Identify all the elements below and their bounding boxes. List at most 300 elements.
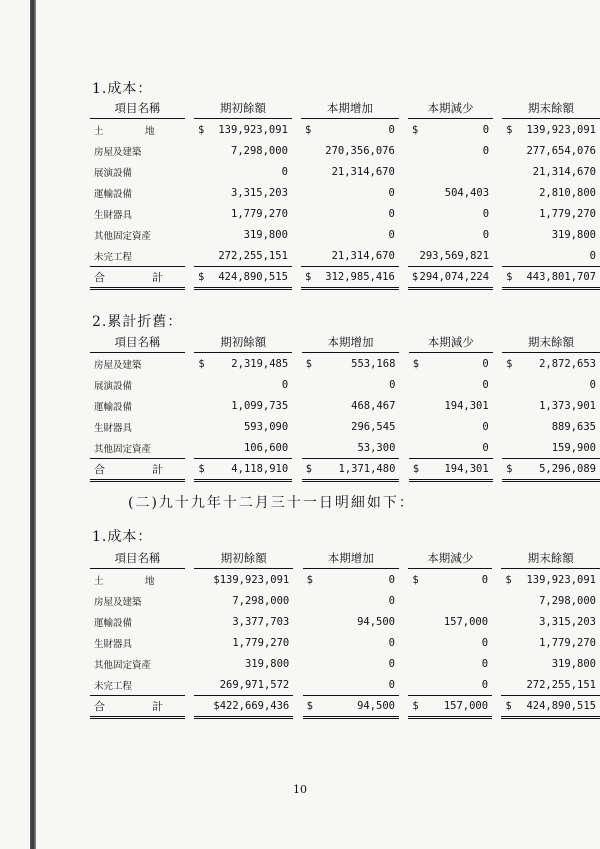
column-gap [292,353,301,375]
column-header: 項目名稱 [90,100,185,119]
total-row [90,459,600,481]
column-header: 期末餘額 [502,334,600,353]
amount-value: 0 [481,657,489,670]
depreciation-table [90,334,600,482]
amount-value: 272,255,151 [218,249,288,262]
amount-value: 293,569,821 [419,249,490,262]
column-gap [293,550,302,569]
amount-cell [408,224,493,245]
column-gap [399,653,408,674]
header-row [90,550,600,569]
item-name: 房屋及建築 [94,596,142,608]
column-gap [185,611,194,632]
amount-cell [409,353,493,375]
item-name: 房屋及建築 [94,146,142,158]
amount-cell [408,653,492,674]
amount-value: 1,779,270 [231,207,288,220]
table-row [90,611,600,632]
table-row [90,416,600,437]
amount-value: 468,467 [351,399,396,412]
amount-value: 312,985,416 [325,271,395,283]
amount-cell [501,653,600,674]
amount-cell [502,437,600,459]
amount-cell [408,674,492,696]
amount-cell [408,140,493,161]
currency-symbol: $ [198,123,205,136]
column-gap [399,569,408,591]
amount-value: 443,801,707 [526,271,596,283]
amount-value: 0 [589,249,596,262]
item-name: 生財器具 [94,209,133,221]
table-row [90,353,600,375]
currency-symbol: $ [198,463,205,475]
column-gap [185,632,194,653]
total-row [90,696,600,718]
table-row [90,182,600,203]
column-gap [185,696,194,718]
table-row [90,140,600,161]
amount-cell [501,590,600,611]
amount-value: 553,168 [351,357,396,370]
currency-symbol: $ [412,573,419,586]
amount-value: 1,779,270 [232,636,290,649]
amount-cell [502,182,600,203]
amount-value: 272,255,151 [526,678,596,691]
amount-value: 1,779,270 [539,636,596,649]
column-gap [185,416,194,437]
column-gap [492,590,501,611]
amount-value: 3,315,203 [539,615,596,628]
amount-cell [301,203,399,224]
section-title-cost-2: 1.成本： [92,529,153,545]
column-gap [399,203,408,224]
column-gap [185,161,194,182]
currency-symbol: $ [306,573,313,586]
item-name: 運輸設備 [94,401,133,413]
amount-value: 2,872,653 [539,357,596,370]
currency-symbol: $ [506,123,513,136]
column-gap [492,550,501,569]
amount-cell [303,611,399,632]
amount-cell [502,224,600,245]
column-gap [292,395,301,416]
date-heading: (二)九十九年十二月三十一日明細如下： [128,495,415,511]
currency-symbol: $ [506,271,513,283]
amount-value: 7,298,000 [231,144,288,157]
amount-value: 0 [482,378,489,391]
amount-cell [194,416,292,437]
item-name: 未完工程 [94,251,133,263]
amount-value: 319,800 [244,657,290,670]
amount-cell [408,267,493,289]
column-gap [292,224,301,245]
column-gap [493,334,502,353]
amount-cell [301,182,399,203]
amount-value: 0 [482,441,489,454]
amount-value: 2,319,485 [231,357,289,370]
column-gap [185,459,194,481]
amount-value: 139,923,091 [526,573,596,586]
page-number: 10 [293,783,307,796]
amount-value: 0 [482,228,490,241]
amount-cell [303,632,399,653]
amount-value: 270,356,076 [325,144,395,157]
amount-cell [502,374,600,395]
amount-cell [409,374,493,395]
total-label: 合 計 [90,267,185,289]
amount-cell [194,437,292,459]
amount-value: 5,296,089 [539,463,596,475]
amount-cell [194,224,292,245]
amount-cell [502,140,600,161]
amount-cell [303,590,399,611]
column-gap [399,245,408,267]
column-gap [185,437,194,459]
column-header: 期初餘額 [194,100,292,119]
amount-cell [501,632,600,653]
column-gap [292,267,301,289]
item-name: 房屋及建築 [94,359,142,371]
column-gap [492,569,501,591]
amount-value: 0 [481,636,489,649]
amount-value: 0 [281,165,288,178]
item-name: 其他固定資產 [94,230,152,242]
amount-cell [302,416,400,437]
column-gap [185,374,194,395]
amount-cell [501,696,600,718]
table-row [90,119,600,141]
item-name: 其他固定資產 [94,443,152,455]
item-name: 土 地 [94,575,171,587]
section-title-cost-1: 1.成本： [92,81,153,97]
item-name: 展演設備 [94,380,133,392]
column-header: 本期減少 [409,334,493,353]
amount-value: 0 [388,594,395,607]
column-gap [399,140,408,161]
table-row [90,653,600,674]
amount-value: 424,890,515 [526,700,596,712]
amount-cell [302,395,400,416]
amount-cell [409,395,493,416]
item-name: 運輸設備 [94,617,133,629]
amount-cell [194,119,292,141]
column-gap [492,696,501,718]
amount-cell [408,590,492,611]
column-gap [292,203,301,224]
item-name: 其他固定資產 [94,659,152,671]
amount-cell [502,267,600,289]
amount-value: 53,300 [357,441,396,454]
amount-value: 277,654,076 [526,144,596,157]
column-gap [292,100,301,119]
amount-value: 3,315,203 [231,186,288,199]
amount-value: 194,301 [444,463,489,475]
column-gap [293,696,302,718]
column-header: 期末餘額 [502,100,600,119]
column-header: 期初餘額 [194,550,293,569]
amount-value: 0 [482,144,490,157]
amount-value: 21,314,670 [331,249,395,262]
column-gap [292,334,301,353]
amount-value: 94,500 [357,700,395,712]
column-gap [492,611,501,632]
amount-cell [301,267,399,289]
amount-value: 593,090 [243,420,289,433]
column-gap [399,590,408,611]
amount-value: 2,810,800 [539,186,596,199]
cost-table-1 [90,100,600,290]
table-row [90,224,600,245]
amount-cell [194,611,293,632]
amount-value: 0 [389,378,396,391]
column-gap [493,161,502,182]
item-name: 生財器具 [94,638,133,650]
currency-symbol: $ [306,700,313,712]
column-gap [493,437,502,459]
item-name: 運輸設備 [94,188,133,200]
column-gap [185,334,194,353]
amount-cell [302,459,400,481]
amount-value: 0 [481,678,489,691]
amount-value: 0 [589,378,596,391]
column-gap [292,374,301,395]
item-name: 生財器具 [94,422,133,434]
amount-cell [409,437,493,459]
column-gap [292,245,301,267]
amount-cell [194,267,292,289]
amount-cell [408,632,492,653]
column-gap [493,416,502,437]
column-gap [185,203,194,224]
amount-cell [502,161,600,182]
table-row [90,674,600,696]
amount-cell [194,203,292,224]
section-title-depreciation: 2.累計折舊： [92,314,183,330]
amount-cell [408,119,493,141]
column-gap [185,653,194,674]
column-gap [292,161,301,182]
column-header: 本期增加 [303,550,399,569]
column-header: 項目名稱 [90,550,185,569]
currency-symbol: $ [305,463,312,475]
amount-cell [502,395,600,416]
column-gap [292,119,301,141]
table-row [90,590,600,611]
amount-value: 296,545 [351,420,396,433]
column-gap [399,334,408,353]
currency-symbol: $ [412,700,419,712]
column-gap [185,674,194,696]
amount-cell [194,632,293,653]
table-row [90,395,600,416]
column-gap [493,459,502,481]
column-gap [292,437,301,459]
column-gap [493,203,502,224]
currency-symbol: $ [304,123,312,136]
amount-value: 106,600 [243,441,289,454]
binding-edge [30,0,36,849]
total-label: 合 計 [90,696,185,718]
amount-cell [301,224,399,245]
currency-symbol: $ [198,271,205,283]
table-row [90,374,600,395]
amount-value: 0 [388,228,395,241]
amount-cell [302,353,400,375]
table-row [90,161,600,182]
column-gap [399,353,408,375]
amount-cell [301,140,399,161]
amount-value: 504,403 [444,186,490,199]
column-gap [493,100,502,119]
table-row [90,437,600,459]
column-gap [293,674,302,696]
table-row [90,245,600,267]
currency-symbol: $ [506,357,513,370]
amount-value: 319,800 [551,228,596,241]
column-gap [493,140,502,161]
currency-symbol: $ [412,357,420,370]
amount-cell [194,696,293,718]
total-label: 合 計 [90,459,185,481]
column-header: 期初餘額 [194,334,292,353]
amount-cell [501,674,600,696]
currency-symbol: $ [412,463,420,475]
amount-value: 0 [388,657,395,670]
amount-cell [303,696,399,718]
column-gap [399,224,408,245]
amount-value: 1,779,270 [539,207,596,220]
column-gap [185,119,194,141]
amount-value: 157,000 [443,615,489,628]
amount-cell [408,203,493,224]
amount-cell [303,653,399,674]
amount-cell [501,569,600,591]
amount-value: 0 [388,573,395,586]
column-gap [185,569,194,591]
column-gap [185,140,194,161]
amount-value: 1,099,735 [231,399,289,412]
column-gap [399,100,408,119]
amount-value: 139,923,091 [218,123,288,136]
amount-value: 294,074,224 [419,271,490,283]
amount-value: 94,500 [357,615,395,628]
column-gap [399,696,408,718]
amount-cell [301,161,399,182]
amount-cell [194,374,292,395]
column-gap [399,267,408,289]
amount-cell [194,140,292,161]
amount-cell [194,653,293,674]
amount-cell [194,353,292,375]
item-name: 土 地 [94,125,171,137]
column-gap [492,632,501,653]
column-gap [185,353,194,375]
amount-cell [301,119,399,141]
column-gap [293,632,302,653]
amount-value: 1,373,901 [539,399,596,412]
currency-symbol: $ [506,463,513,475]
amount-value: 7,298,000 [232,594,290,607]
amount-cell [302,374,400,395]
header-row [90,100,600,119]
column-gap [399,416,408,437]
amount-cell [501,611,600,632]
column-gap [492,674,501,696]
column-gap [493,395,502,416]
column-gap [399,674,408,696]
column-gap [493,353,502,375]
column-gap [399,459,408,481]
amount-value: 0 [388,207,395,220]
amount-value: 319,800 [243,228,288,241]
amount-value: 0 [388,123,395,136]
column-header: 本期增加 [301,100,399,119]
amount-cell [194,182,292,203]
amount-value: 424,890,515 [218,271,288,283]
amount-value: 0 [482,123,490,136]
column-gap [185,224,194,245]
amount-cell [408,161,493,182]
amount-cell [409,416,493,437]
amount-cell [194,161,292,182]
column-gap [399,437,408,459]
column-gap [493,245,502,267]
amount-value: 0 [388,186,395,199]
amount-value: 319,800 [551,657,596,670]
column-gap [185,245,194,267]
column-header: 本期增加 [302,334,400,353]
column-gap [293,611,302,632]
column-gap [185,267,194,289]
amount-value: $139,923,091 [213,573,290,586]
column-header: 本期減少 [408,550,492,569]
amount-cell [408,182,493,203]
column-gap [185,395,194,416]
amount-value: 0 [481,573,489,586]
column-header: 本期減少 [408,100,493,119]
amount-value: 21,314,670 [532,165,596,178]
amount-value: 0 [482,207,490,220]
amount-value: 159,900 [551,441,596,454]
amount-cell [408,611,492,632]
amount-cell [502,353,600,375]
amount-value: 194,301 [444,399,489,412]
column-gap [293,653,302,674]
amount-cell [502,119,600,141]
amount-value: 157,000 [443,700,489,712]
item-name: 展演設備 [94,167,133,179]
column-gap [493,374,502,395]
total-row [90,267,600,289]
amount-cell [194,674,293,696]
amount-value: 0 [388,636,395,649]
column-gap [493,224,502,245]
table-row [90,203,600,224]
currency-symbol: $ [304,271,312,283]
table-row [90,632,600,653]
column-header: 期末餘額 [501,550,600,569]
currency-symbol: $ [198,357,205,370]
amount-cell [194,590,293,611]
amount-cell [194,245,292,267]
table-row [90,569,600,591]
amount-value: 0 [482,420,489,433]
amount-cell [502,203,600,224]
amount-cell [408,569,492,591]
amount-value: 0 [482,357,489,370]
column-gap [185,590,194,611]
amount-cell [303,569,399,591]
